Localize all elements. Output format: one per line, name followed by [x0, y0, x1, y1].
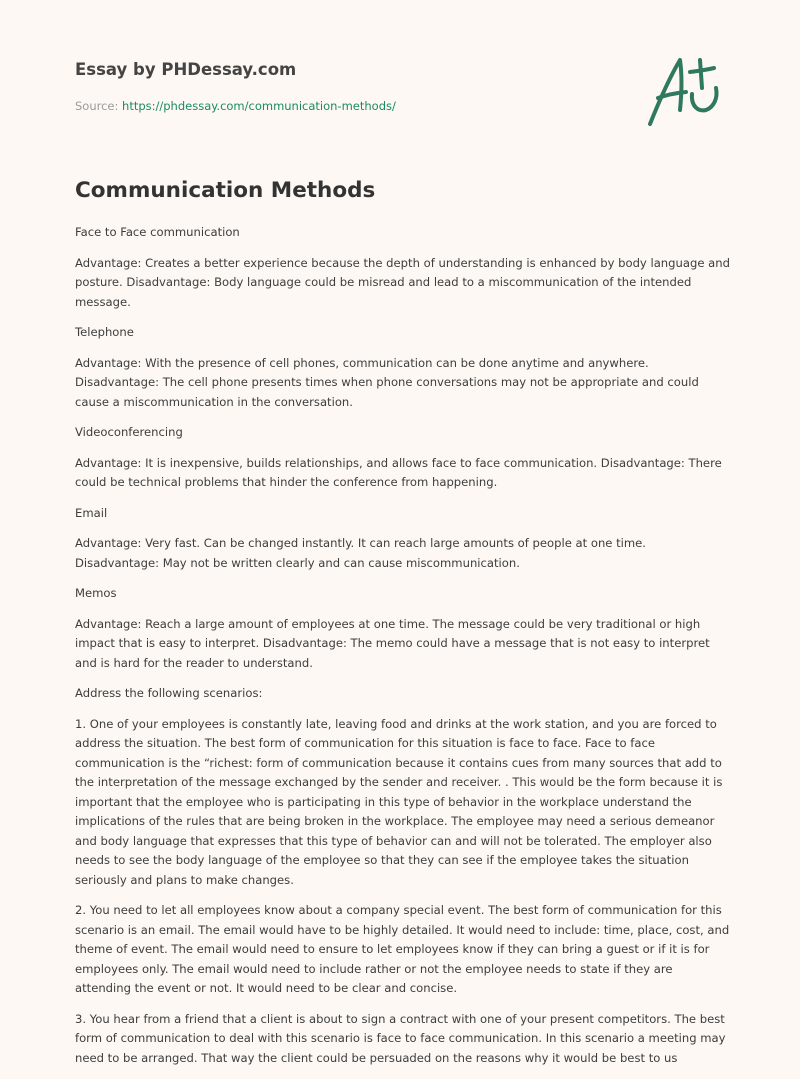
source-label: Source: [75, 99, 123, 113]
paragraph: Advantage: With the presence of cell phones, communication can be done anytime and anywhere. Disadvantage: The cell phone presents times when phone conversations may not be appropriate and could cause a miscommunication in the conversation. [75, 355, 699, 409]
paragraph: Telephone [75, 325, 134, 339]
paragraph: Advantage: Reach a large amount of employees at one time. The message could be very traditional or high impact that is easy to interpret. Disadvantage: The memo could have a message that is not easy to interpret and is hard for the reader to understand. [75, 616, 710, 670]
paragraph: Videoconferencing [75, 425, 183, 439]
paragraph: Memos [75, 586, 117, 600]
paragraph: 1. One of your employees is constantly late, leaving food and drinks at the work station, and you are forced to address the situation. The best form of communication for this situation is face to face. Face to face communication is the “richest: form of communication because it contains cues from many sources that add to the interpretation of the message exchanged by the sender and receiver. . This would be the form because it is important that the employee who is participating in this type of behavior in the workplace understand the implications of the rules that are being broken in the workplace. The employee may need a serious demeanor and body language that expresses that this type of behavior can and will not be tolerated. The employer also needs to see the body language of the employee so that they can see if the employee takes the situation seriously and plans to make changes. [75, 716, 723, 887]
source-link[interactable]: https://phdessay.com/communication-methods/ [122, 99, 396, 113]
a-plus-logo-icon [644, 54, 724, 130]
essay-body [75, 223, 730, 1079]
paragraph: 3. You hear from a friend that a client is about to sign a contract with one of your present competitors. The best form of communication to deal with this scenario is face to face communication. In this scenario a meeting may need to be arranged. That way the client could be persuaded on the reasons why it would be best to us [75, 1011, 726, 1065]
source-line [75, 99, 635, 113]
paragraph: Face to Face communication [75, 225, 240, 239]
paragraph: Advantage: It is inexpensive, builds relationships, and allows face to face communication. Disadvantage: There could be technical problems that hinder the conference from happening. [75, 455, 722, 489]
document-title: Communication Methods [75, 178, 376, 203]
paragraph: Email [75, 505, 108, 520]
paragraph: 2. You need to let all employees know about a company special event. The best form of communication for this scenario is an email. The email would have to be highly detailed. It would need to include: time, place, cost, and theme of event. The email would need to ensure to let employees know if they can bring a guest or if it is for employees only. The email would need to include rather or not the employee needs to state if they are attending the event or not. It would need to be clear and concise. [75, 903, 730, 995]
site-title: Essay by PHDessay.com [75, 60, 297, 79]
header [75, 60, 635, 113]
paragraph: Advantage: Very fast. Can be changed instantly. It can reach large amounts of people at one time. Disadvantage: May not be written clearly and can cause miscommunication. [75, 536, 646, 570]
paragraph: Advantage: Creates a better experience because the depth of understanding is enhanced by body language and posture. Disadvantage: Body language could be misread and lead to a miscommunication of the intended message. [75, 255, 730, 309]
paragraph: Address the following scenarios: [75, 686, 263, 700]
